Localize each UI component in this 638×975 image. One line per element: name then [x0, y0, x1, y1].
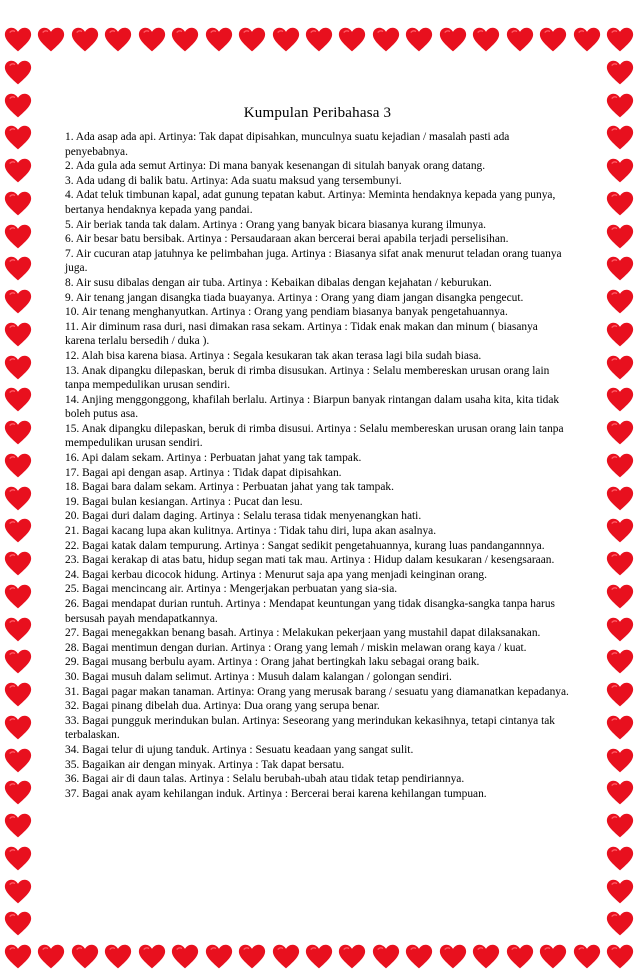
heart-icon [606, 288, 634, 316]
heart-icon [104, 943, 132, 971]
proverb-entry: 26. Bagai mendapat durian runtuh. Artinya : Mendapat keuntungan yang tidak disangka-sangka tanpa harus bersusah payah mendapatkannya. [65, 598, 555, 625]
heart-icon [4, 648, 32, 676]
heart-icon [4, 485, 32, 513]
heart-icon [4, 157, 32, 185]
heart-icon [4, 714, 32, 742]
heart-icon [606, 124, 634, 152]
heart-icon [606, 943, 634, 971]
heart-icon [171, 26, 199, 54]
proverb-entry: 20. Bagai duri dalam daging. Artinya : Selalu terasa tidak menyenangkan hati. [65, 510, 422, 523]
heart-icon [606, 386, 634, 414]
page-title: Kumpulan Peribahasa 3 [243, 105, 392, 121]
heart-icon [338, 943, 366, 971]
heart-icon [606, 812, 634, 840]
heart-icon [606, 354, 634, 382]
heart-icon [606, 452, 634, 480]
heart-icon [539, 943, 567, 971]
heart-icon [606, 485, 634, 513]
proverb-entry: 32. Bagai pinang dibelah dua. Artinya: Dua orang yang serupa benar. [65, 700, 380, 713]
heart-icon [4, 812, 32, 840]
heart-icon [4, 288, 32, 316]
heart-icon [606, 157, 634, 185]
heart-icon [606, 681, 634, 709]
heart-icon [606, 59, 634, 87]
proverb-entry: 16. Api dalam sekam. Artinya : Perbuatan jahat yang tak tampak. [65, 452, 362, 465]
heart-icon [405, 943, 433, 971]
heart-icon [305, 26, 333, 54]
heart-icon [4, 747, 32, 775]
heart-icon [4, 878, 32, 906]
proverb-entry: 1. Ada asap ada api. Artinya: Tak dapat dipisahkan, munculnya suatu kejadian / masalah pasti ada penyebabnya. [65, 131, 510, 158]
heart-icon [272, 943, 300, 971]
heart-icon [37, 26, 65, 54]
heart-icon [4, 681, 32, 709]
proverb-entry: 18. Bagai bara dalam sekam. Artinya : Perbuatan jahat yang tak tampak. [65, 481, 394, 494]
heart-icon [71, 943, 99, 971]
heart-icon [506, 943, 534, 971]
heart-icon [4, 779, 32, 807]
heart-icon [606, 714, 634, 742]
proverb-entry: 27. Bagai menegakkan benang basah. Artinya : Melakukan pekerjaan yang mustahil dapat dilaksanakan. [65, 627, 541, 640]
heart-icon [4, 452, 32, 480]
proverb-entry: 14. Anjing menggonggong, khafilah berlalu. Artinya : Biarpun banyak rintangan dalam usaha kita, kita tidak boleh putus asa. [65, 393, 560, 421]
heart-icon [606, 190, 634, 218]
heart-icon [4, 845, 32, 873]
heart-icon [4, 321, 32, 349]
heart-icon [606, 648, 634, 676]
heart-icon [205, 943, 233, 971]
heart-icon [573, 943, 601, 971]
heart-icon [405, 26, 433, 54]
heart-icon [606, 878, 634, 906]
heart-icon [4, 255, 32, 283]
heart-icon [4, 124, 32, 152]
heart-icon [305, 943, 333, 971]
heart-icon [606, 26, 634, 54]
proverb-list [65, 130, 570, 801]
heart-icon [4, 190, 32, 218]
heart-icon [4, 386, 32, 414]
heart-icon [4, 910, 32, 938]
heart-icon [238, 943, 266, 971]
heart-icon [539, 26, 567, 54]
proverb-entry: 31. Bagai pagar makan tanaman. Artinya: Orang yang merusak barang / sesuatu yang diamanatkan kepadanya. [65, 685, 569, 698]
heart-icon [4, 223, 32, 251]
heart-icon [606, 583, 634, 611]
proverb-entry: 17. Bagai api dengan asap. Artinya : Tidak dapat dipisahkan. [65, 466, 342, 479]
heart-icon [4, 354, 32, 382]
heart-icon [606, 779, 634, 807]
heart-icon [606, 616, 634, 644]
heart-icon [439, 26, 467, 54]
proverb-entry: 13. Anak dipangku dilepaskan, beruk di rimba disusukan. Artinya : Selalu membereskan urusan orang lain tanpa mempedulikan urusan sendiri. [65, 364, 550, 392]
heart-icon [606, 845, 634, 873]
proverb-entry: 11. Air diminum rasa duri, nasi dimakan rasa sekam. Artinya : Tidak enak makan dan minum ( biasanya karena terlalu bersedih / duka ). [65, 320, 538, 348]
proverb-entry: 4. Adat teluk timbunan kapal, adat gunung tepatan kabut. Artinya: Meminta hendaknya kepada yang punya, bertanya hendaknya kepada yang pandai. [65, 189, 556, 216]
proverb-entry: 23. Bagai kerakap di atas batu, hidup segan mati tak mau. Artinya : Hidup dalam kesukaran / kesengsaraan. 24. Bagai kerbau dicocok hidung. Artinya : Menurut saja apa yang menjadi keinginan orang. [65, 554, 555, 581]
heart-icon [439, 943, 467, 971]
proverb-entry: 10. Air tenang menghanyutkan. Artinya : Orang yang pendiam biasanya banyak pengetahuannya. [65, 306, 508, 319]
heart-icon [606, 517, 634, 545]
proverb-entry: 9. Air tenang jangan disangka tiada buayanya. Artinya : Orang yang diam jangan disangka pengecut. [65, 291, 524, 304]
heart-icon [372, 26, 400, 54]
heart-icon [606, 255, 634, 283]
heart-icon [104, 26, 132, 54]
heart-icon [71, 26, 99, 54]
heart-icon [4, 550, 32, 578]
proverb-entry: 12. Alah bisa karena biasa. Artinya : Segala kesukaran tak akan terasa lagi bila sudah biasa. [65, 349, 482, 362]
heart-icon [606, 223, 634, 251]
heart-icon [138, 943, 166, 971]
proverb-entry: 6. Air besar batu bersibak. Artinya : Persaudaraan akan bercerai berai apabila terjadi perselisihan. [65, 233, 509, 246]
proverb-entry: 33. Bagai pungguk merindukan bulan. Artinya: Seseorang yang merindukan kekasihnya, tetapi cintanya tak terbalaskan. [65, 714, 555, 742]
heart-icon [4, 583, 32, 611]
heart-icon [205, 26, 233, 54]
proverb-entry: 35. Bagaikan air dengan minyak. Artinya : Tak dapat bersatu. [65, 758, 345, 771]
proverb-entry: 15. Anak dipangku dilepaskan, beruk di rimba disusui. Artinya : Selalu membereskan urusan orang lain tanpa mempedulikan urusan sendiri. [65, 422, 564, 450]
proverb-entry: 34. Bagai telur di ujung tanduk. Artinya : Sesuatu keadaan yang sangat sulit. [65, 743, 414, 756]
proverb-entry: 28. Bagai mentimun dengan durian. Artinya : Orang yang lemah / miskin melawan orang kaya / kuat. [65, 641, 527, 654]
heart-icon [4, 26, 32, 54]
heart-icon [4, 419, 32, 447]
proverb-entry: 21. Bagai kacang lupa akan kulitnya. Artinya : Tidak tahu diri, lupa akan asalnya. [65, 525, 437, 538]
heart-icon [338, 26, 366, 54]
proverb-entry: 19. Bagai bulan kesiangan. Artinya : Pucat dan lesu. [65, 495, 303, 508]
heart-icon [472, 26, 500, 54]
document-body [65, 105, 570, 801]
heart-icon [372, 943, 400, 971]
proverb-entry: 29. Bagai musang berbulu ayam. Artinya : Orang jahat bertingkah laku sebagai orang baik. [65, 656, 480, 669]
heart-icon [606, 92, 634, 120]
heart-icon [272, 26, 300, 54]
heart-icon [37, 943, 65, 971]
heart-icon [606, 747, 634, 775]
heart-icon [4, 616, 32, 644]
proverb-entry: 7. Air cucuran atap jatuhnya ke pelimbahan juga. Artinya : Biasanya sifat anak menurut teladan orang tuanya juga. [65, 247, 562, 275]
heart-icon [472, 943, 500, 971]
heart-icon [573, 26, 601, 54]
proverb-entry: 8. Air susu dibalas dengan air tuba. Artinya : Kebaikan dibalas dengan kejahatan / keburukan. [65, 276, 492, 289]
heart-icon [4, 92, 32, 120]
heart-icon [238, 26, 266, 54]
proverb-entry: 22. Bagai katak dalam tempurung. Artinya : Sangat sedikit pengetahuannya, kurang luas pandangannnya. [65, 539, 545, 552]
heart-icon [606, 550, 634, 578]
heart-icon [4, 943, 32, 971]
proverb-entry: 30. Bagai musuh dalam selimut. Artinya : Musuh dalam kalangan / golongan sendiri. [65, 670, 452, 683]
heart-icon [4, 517, 32, 545]
heart-icon [606, 910, 634, 938]
proverb-entry: 2. Ada gula ada semut Artinya: Di mana banyak kesenangan di situlah banyak orang datang. [65, 160, 486, 173]
proverb-entry: 25. Bagai mencincang air. Artinya : Mengerjakan perbuatan yang sia-sia. [65, 583, 398, 596]
proverb-entry: 3. Ada udang di balik batu. Artinya: Ada suatu maksud yang tersembunyi. [65, 174, 402, 187]
proverb-entry: 37. Bagai anak ayam kehilangan induk. Artinya : Bercerai berai karena kehilangan tumpuan. [65, 787, 487, 800]
heart-icon [4, 59, 32, 87]
heart-icon [606, 419, 634, 447]
heart-icon [171, 943, 199, 971]
heart-icon [606, 321, 634, 349]
proverb-entry: 36. Bagai air di daun talas. Artinya : Selalu berubah-ubah atau tidak tetap pendiriannya. [65, 773, 465, 786]
heart-icon [138, 26, 166, 54]
proverb-entry: 5. Air beriak tanda tak dalam. Artinya : Orang yang banyak bicara biasanya kurang ilmunya. [65, 218, 486, 231]
heart-icon [506, 26, 534, 54]
